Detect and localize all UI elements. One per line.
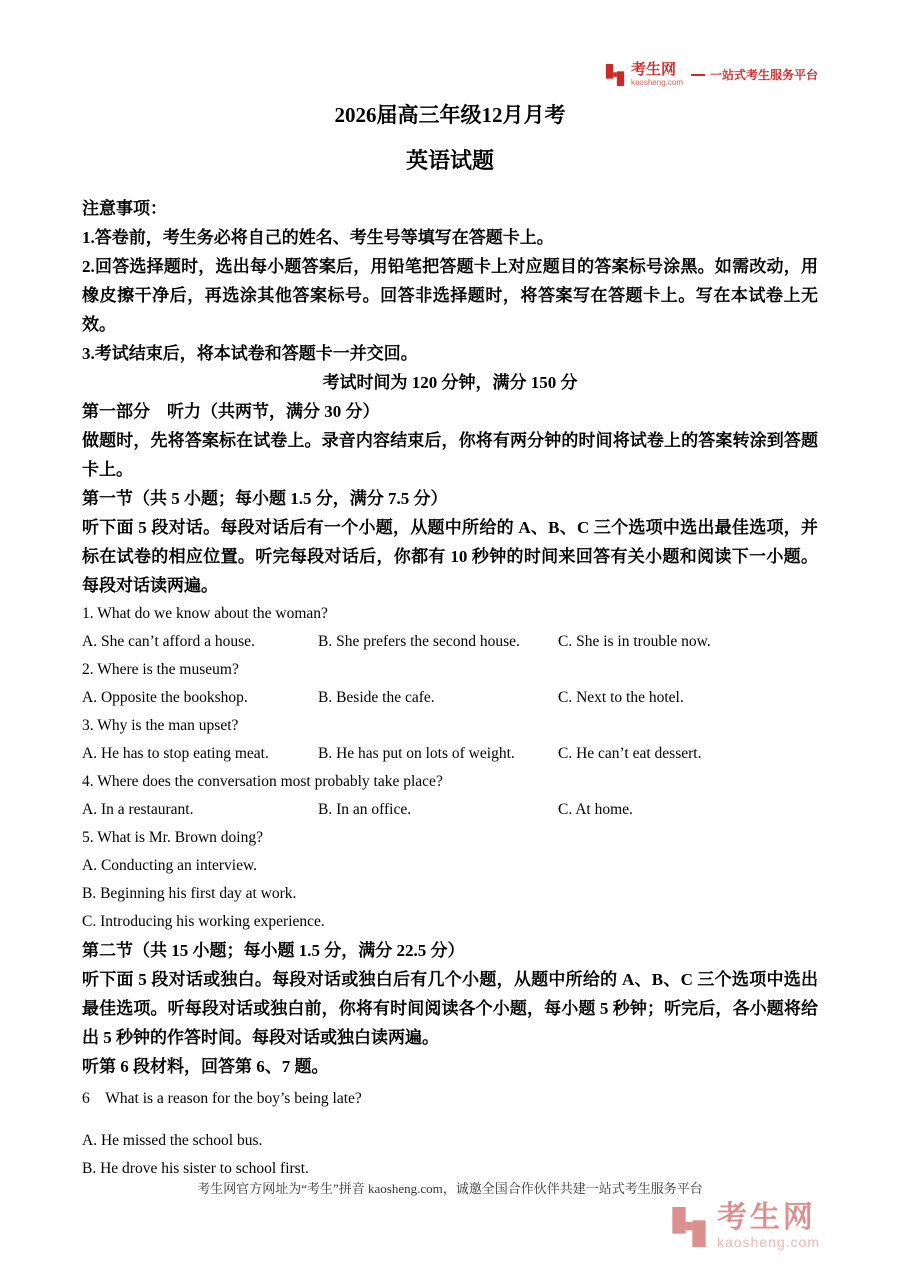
section2-heading: 第二节（共 15 小题；每小题 1.5 分，满分 22.5 分） [82, 941, 465, 960]
option-a: A. He missed the school bus. [82, 1132, 263, 1149]
option-c: C. He can’t eat dessert. [558, 745, 702, 762]
brand-domain: kaosheng.com [630, 78, 683, 87]
question-3 [82, 712, 818, 768]
tagline-dash [691, 74, 705, 76]
option-b: B. In an office. [318, 801, 412, 818]
question-5 [82, 824, 818, 936]
kaosheng-watermark-icon [669, 1204, 709, 1250]
part1-note: 做题时，先将答案标在试卷上。录音内容结束后，你将有两分钟的时间将试卷上的答案转涂到答题卡上。 [82, 431, 818, 479]
notice-heading: 注意事项： [82, 199, 167, 218]
section1-instructions: 听下面 5 段对话。每段对话后有一个小题，从题中所给的 A、B、C 三个选项中选出最佳选项，并标在试卷的相应位置。听完每段对话后，你都有 10 秒钟的时间来回答有关小题和阅读下一小题。每段对话读两遍。 [82, 518, 818, 595]
kaosheng-watermark [669, 1202, 820, 1251]
question-6 [82, 1085, 818, 1183]
kaosheng-brand-logo [604, 62, 818, 87]
question-4-options [82, 796, 818, 824]
question-4 [82, 768, 818, 824]
question-2 [82, 656, 818, 712]
question-5-text: 5. What is Mr. Brown doing? [82, 829, 263, 846]
notice-item-1: 1.答卷前，考生务必将自己的姓名、考生号等填写在答题卡上。 [82, 228, 554, 247]
section2-material-note: 听第 6 段材料，回答第 6、7 题。 [82, 1057, 329, 1076]
option-b: B. Beside the cafe. [318, 689, 435, 706]
question-4-text: 4. Where does the conversation most probably take place? [82, 773, 443, 790]
option-b: B. He has put on lots of weight. [318, 745, 515, 762]
watermark-text-block [717, 1202, 820, 1251]
footer-text: 考生网官方网址为“考生”拼音 kaosheng.com，诚邀全国合作伙伴共建一站式考生服务平台 [197, 1181, 703, 1196]
option-a: A. Opposite the bookshop. [82, 689, 248, 706]
notice-item-2: 2.回答选择题时，选出每小题答案后，用铅笔把答题卡上对应题目的答案标号涂黑。如需改动，用橡皮擦干净后，再选涂其他答案标号。回答非选择题时，将答案写在答题卡上。写在本试卷上无效。 [82, 257, 818, 334]
question-1 [82, 600, 818, 656]
option-a: A. Conducting an interview. [82, 857, 258, 874]
brand-tagline: 一站式考生服务平台 [709, 67, 818, 82]
section2-instructions: 听下面 5 段对话或独白。每段对话或独白后有几个小题，从题中所给的 A、B、C 三个选项中选出最佳选项。听每段对话或独白前，你将有时间阅读各个小题，每小题 5 秒钟；听完后，各小题将给出 5 秒钟的作答时间。每段对话或独白读两遍。 [82, 970, 818, 1047]
kaosheng-logo-icon [604, 63, 626, 87]
option-b: B. Beginning his first day at work. [82, 885, 297, 902]
option-b: B. She prefers the second house. [318, 633, 520, 650]
brand-text-block [631, 62, 683, 87]
question-2-options [82, 684, 818, 712]
question-2-text: 2. Where is the museum? [82, 661, 239, 678]
brand-name: 考生网 [630, 61, 676, 78]
watermark-brand-name: 考生网 [716, 1201, 816, 1234]
question-6-text: 6 What is a reason for the boy’s being late? [82, 1090, 362, 1107]
option-a: A. He has to stop eating meat. [82, 745, 269, 762]
watermark-brand-domain: kaosheng.com [716, 1234, 820, 1250]
option-b: B. He drove his sister to school first. [82, 1160, 309, 1177]
notice-item-3: 3.考试结束后，将本试卷和答题卡一并交回。 [82, 344, 418, 363]
option-c: C. She is in trouble now. [558, 633, 711, 650]
exam-subtitle: 英语试题 [405, 148, 494, 173]
question-1-options [82, 628, 818, 656]
option-a: A. She can’t afford a house. [82, 633, 255, 650]
question-3-options [82, 740, 818, 768]
option-a: A. In a restaurant. [82, 801, 194, 818]
option-c: C. Next to the hotel. [558, 689, 684, 706]
option-c: C. At home. [558, 801, 633, 818]
part1-heading: 第一部分 听力（共两节，满分 30 分） [82, 402, 380, 421]
question-1-text: 1. What do we know about the woman? [82, 605, 328, 622]
option-c: C. Introducing his working experience. [82, 913, 325, 930]
exam-time-score: 考试时间为 120 分钟，满分 150 分 [322, 373, 578, 392]
exam-title: 2026届高三年级12月月考 [334, 103, 566, 127]
question-3-text: 3. Why is the man upset? [82, 717, 239, 734]
section1-heading: 第一节（共 5 小题；每小题 1.5 分，满分 7.5 分） [82, 489, 448, 508]
